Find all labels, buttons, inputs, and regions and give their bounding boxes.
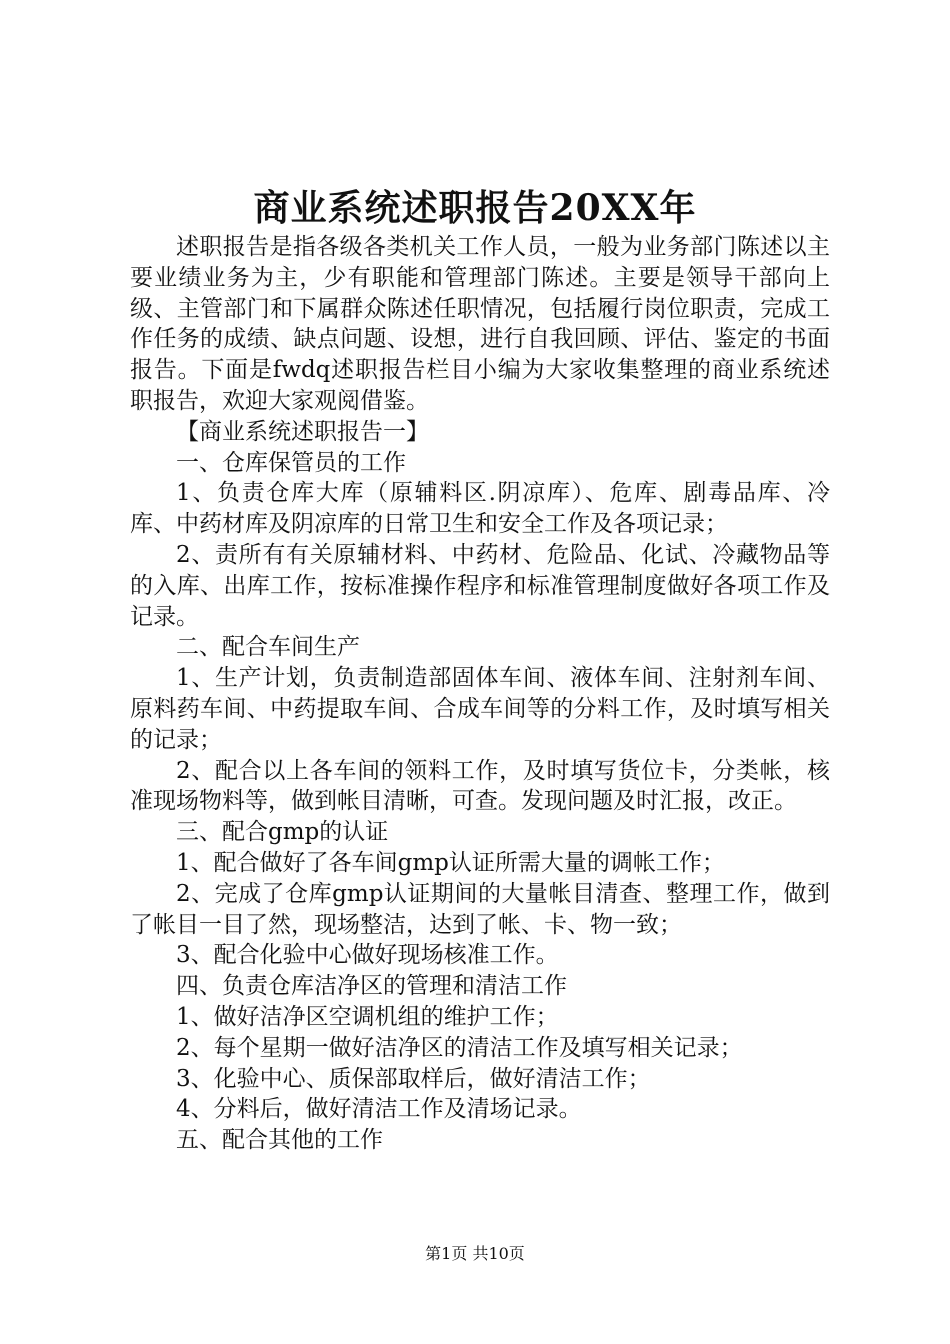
paragraph: 述职报告是指各级各类机关工作人员，一般为业务部门陈述以主要业绩业务为主，少有职能和管理部门陈述。主要是领导干部向上级、主管部门和下属群众陈述任职情况，包括履行岗位职责，完成工作任务的成绩、缺点问题、设想，进行自我回顾、评估、鉴定的书面报告。下面是fwdq述职报告栏目小编为大家收集整理的商业系统述职报告，欢迎大家观阅借鉴。 <box>130 234 830 414</box>
section-heading: 五、配合其他的工作 <box>176 1127 383 1154</box>
section-heading: 三、配合gmp的认证 <box>176 819 389 846</box>
paragraph: 1、负责仓库大库（原辅料区.阴凉库）、危库、剧毒品库、冷库、中药材库及阴凉库的日常卫生和安全工作及各项记录； <box>130 480 830 538</box>
page-number: 第1页 共10页 <box>425 1244 525 1263</box>
paragraph: 1、生产计划，负责制造部固体车间、液体车间、注射剂车间、原料药车间、中药提取车间、合成车间等的分料工作，及时填写相关的记录； <box>130 665 830 753</box>
paragraph: 1、配合做好了各车间gmp认证所需大量的调帐工作； <box>176 849 725 876</box>
section-heading: 二、配合车间生产 <box>176 634 360 661</box>
section-heading: 一、仓库保管员的工作 <box>176 449 406 476</box>
paragraph: 2、配合以上各车间的领料工作，及时填写货位卡，分类帐，核准现场物料等，做到帐目清晰，可查。发现问题及时汇报，改正。 <box>130 757 830 815</box>
paragraph: 【商业系统述职报告一】 <box>176 418 429 445</box>
paragraph: 4、分料后，做好清洁工作及清场记录。 <box>176 1096 582 1123</box>
paragraph: 3、化验中心、质保部取样后，做好清洁工作； <box>176 1065 651 1092</box>
document-title: 商业系统述职报告20XX年 <box>253 187 697 229</box>
paragraph: 3、配合化验中心做好现场核准工作。 <box>176 942 559 969</box>
paragraph: 1、做好洁净区空调机组的维护工作； <box>176 1003 559 1030</box>
paragraph: 2、完成了仓库gmp认证期间的大量帐目清查、整理工作，做到了帐目一目了然，现场整洁，达到了帐、卡、物一致； <box>130 880 830 938</box>
document-body <box>130 232 830 1156</box>
paragraph: 2、每个星期一做好洁净区的清洁工作及填写相关记录； <box>176 1034 743 1061</box>
section-heading: 四、负责仓库洁净区的管理和清洁工作 <box>176 973 567 1000</box>
paragraph: 2、责所有有关原辅材料、中药材、危险品、化试、冷藏物品等的入库、出库工作，按标准操作程序和标准管理制度做好各项工作及记录。 <box>130 541 830 630</box>
